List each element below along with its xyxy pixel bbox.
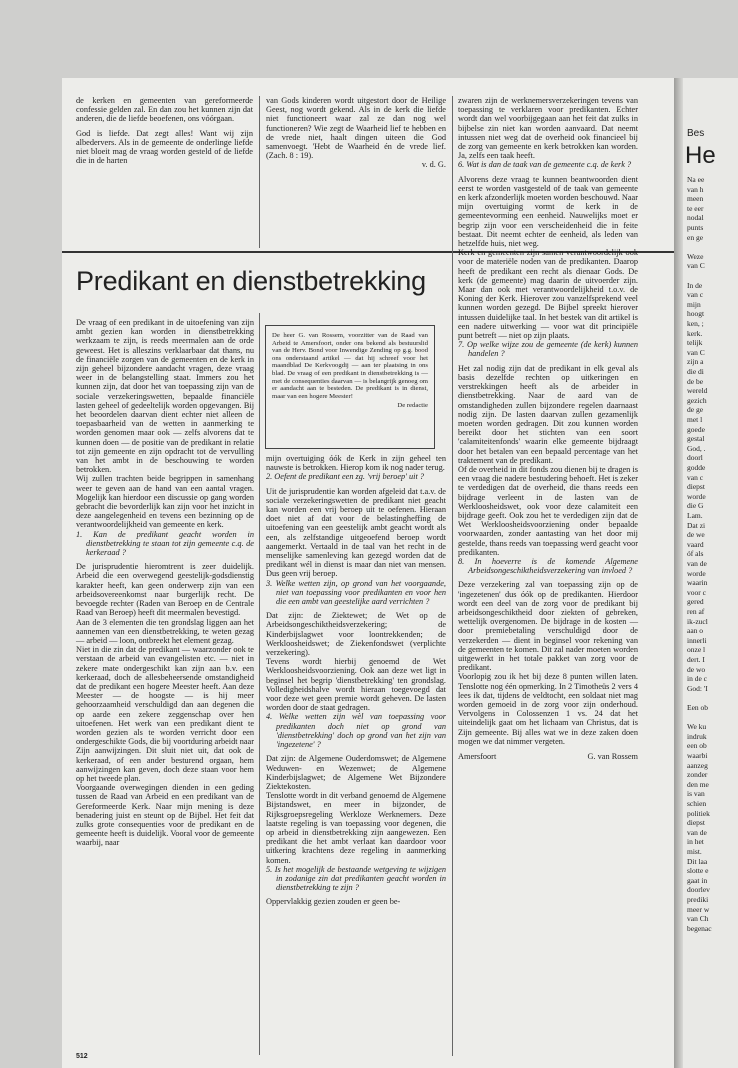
paragraph: De vraag of een predikant in de uitoefening van zijn ambt gezien kan worden in dienstbetrekking werkzaam te zijn, is reeds meermalen aan de orde geweest. Het is alleszins verklaarbaar dat thans, nu de financiële zorgen van de gemeenten en de kerk in zijn geheel bijzondere aandacht vragen, deze vraag weer in de belangstelling staat. Immers zou het kunnen zijn, dat door het van toepassing zijn van de sociale verzekeringswetten, bepaalde financiële lasten geheel of gedeeltelijk worden opgevangen. Bij het beoordelen daarvan dient echter niet alleen de toepasbaarheid van de wetten in aanmerking te worden genomen maar ook — zelfs alvorens dat te kunnen doen — de positie van de predikant in relatie tot zijn gemeente en zijn opdracht tot de vervulling van het ambt in de beschouwing te worden betrokken. <box>76 318 254 475</box>
paragraph: mijn overtuiging óók de Kerk in zijn geheel ten nauwste is betrokken. Hierop kom ik nog nader terug. <box>266 454 446 473</box>
paragraph: Voorgaande overwegingen dienden in een geding tussen de Raad van Arbeid en een predikant van de Gereformeerde Kerk. Naar mijn mening is deze benadering juist en steunt op de Bijbel. Het feit dat zulks grote consequenties voor de predikant en de gemeente heeft is duidelijk. Vooral voor de gemeente waarbij, naar <box>76 783 254 848</box>
next-page-line: meen <box>687 194 704 204</box>
next-page-line: onze l <box>687 645 706 655</box>
next-page-line: met l <box>687 415 703 424</box>
next-page-line: Een ob <box>687 703 709 712</box>
next-page-line: prediki <box>687 895 709 904</box>
next-page-line: zonder <box>687 770 708 780</box>
question-7: 7. Op welke wijze zou de gemeente (de kerk) kunnen handelen ? <box>458 340 638 359</box>
article-page <box>62 78 674 1068</box>
next-page-line: mist. <box>687 847 702 856</box>
next-page-heading-large: He <box>685 142 716 169</box>
next-page-line: telijk <box>687 338 703 348</box>
paragraph: zwaren zijn de werknemersverzekeringen tevens van toepassing te verklaren voor predikanten. Echter wordt dan wel voorbijgegaan aan het feit dat zulks in bijbelse zin niet kan worden aanvaard. Dat neemt intussen niet weg dat de overheid ook financieel bij de zorg van gemeente en kerk betrokken kan worden. Ja, zelfs een taak heeft. <box>458 96 638 161</box>
next-page-line: godde <box>687 463 706 472</box>
next-page-line: waarin <box>687 578 708 588</box>
next-page-line: In de <box>687 280 703 290</box>
prev-paragraph: God is liefde. Dat zegt alles! Want wij zijn albedervers. Als in de gemeente de onderlinge liefde niet bloeit mag de vraag worden gesteld of de liefde die in de harten <box>76 128 253 166</box>
question-3: 3. Welke wetten zijn, op grond van het voorgaande, niet van toepassing voor predikanten en voor hen die een ambt van geestelijke aard verrichten ? <box>266 578 446 607</box>
next-page-line: worde <box>687 568 706 578</box>
next-page-line: diepst <box>687 482 705 492</box>
next-page-line: óf als <box>687 549 704 559</box>
next-page-line: Na ee <box>687 175 705 184</box>
paragraph: Voorlopig zou ik het bij deze 8 punten willen laten. Tenslotte nog één opmerking. In 2 Timotheüs 2 vers 4 lees ik dat, tijdens de veldtocht, een soldaat niet mag worden gemoeid in de zorg voor zijn onderhoud. Vervolgens in Colossenzen 1 vs. 24 dat het uiteindelijk gaat om het lichaam van Christus, dat is Zijn gemeente. Bij alles wat we in deze zaken doen mogen we dat nimmer vergeten. <box>458 672 638 746</box>
next-page-line: nodal <box>687 213 704 223</box>
paragraph: De jurisprudentie hieromtrent is zeer duidelijk. Arbeid die een overwegend geestelijk-godsdienstig karakter heeft, kan geen onderwerp zijn van een arbeidsovereenkomst naar burgerlijk recht. De bevoegde rechter (Raden van Beroep en de Centrale Raad van Beroep) heeft dit meermalen bevestigd. <box>76 562 254 618</box>
next-page-line: van c <box>687 472 704 482</box>
next-page-line: van c <box>687 290 704 300</box>
question-1: 1. Kan de predikant geacht worden in dienstbetrekking te staan tot zijn gemeente c.q. de kerkeraad ? <box>76 529 254 558</box>
next-page-line: begenac <box>687 923 712 933</box>
next-page-line: een ob <box>687 741 707 751</box>
column-divider <box>259 313 260 1055</box>
next-page-line: de be <box>687 376 704 386</box>
next-page-line: gered <box>687 597 704 607</box>
next-page-heading-small: Bes <box>687 128 705 139</box>
paragraph: Dat zijn: de Algemene Ouderdomswet; de Algemene Weduwen- en Wezenwet; de Algemene Kinderbijslagwet; de Algemene Wet Bijzondere Ziektekosten. <box>266 754 446 791</box>
question-6: 6. Wat is dan de taak van de gemeente c.q. de kerk ? <box>458 160 632 170</box>
paragraph: Oppervlakkig gezien zouden er geen be- <box>266 897 401 907</box>
next-page-line: van Ch <box>687 914 709 924</box>
next-page-line: worde <box>687 491 706 501</box>
author-signature <box>458 752 638 761</box>
next-page-line: doorl <box>687 453 703 463</box>
editor-note-box <box>265 325 435 449</box>
next-page-line: in het <box>687 837 704 847</box>
next-page-line: zijn a <box>687 357 704 367</box>
column-divider <box>452 96 453 1056</box>
author-place: Amersfoort <box>458 752 497 762</box>
article-column-2 <box>266 454 446 907</box>
next-page-line: gaat in <box>687 875 708 885</box>
paragraph: Of de overheid in dit fonds zou dienen bij te dragen is een vraag die nadere bestudering behoeft. Het is zeker te verdedigen dat de overheid, die thans reeds een bijdrage verleent in de lasten van de Werkloosheidswet, ook voor deze calamiteit een bijdrage geeft. Ook zou het te verdedigen zijn dat de Wet Werkloosheidsvoorziening onder bepaalde voorwaarden, zonder aantasting van het door mij gestelde, thans reeds van toepassing werd geacht voor predikanten. <box>458 464 638 557</box>
prev-article-column-1 <box>76 96 253 170</box>
next-page-line: punts <box>687 223 704 232</box>
question-4: 4. Welke wetten zijn wèl van toepassing voor predikanten doch niet op grond van 'dienstbetrekking' doch op grond van het zijn van 'ingezetene' ? <box>266 712 446 750</box>
next-page-line: ik-zucl <box>687 616 708 626</box>
paragraph: Deze verzekering zal van toepassing zijn op de 'ingezetenen' dus óók op de predikanten. Hierdoor wordt een deel van de zorg voor de predikant bij arbeidsongeschiktheid door ziekten of gebreken, wettelijk overgenomen. De bijdrage in de kosten — door premiebetaling verschuldigd door de verzekerden — dient in beginsel voor rekening van de gemeenten te komen. Dit zal nader moeten worden uitgewerkt in het totale pakket van zorg voor de predikant. <box>458 580 638 673</box>
article-column-3 <box>458 96 638 761</box>
next-page-line: te eer <box>687 203 704 213</box>
next-page-line: is van <box>687 789 705 799</box>
next-page-line: voor c <box>687 587 706 597</box>
next-page-line: politiek <box>687 808 710 818</box>
paragraph: Uit de jurisprudentie kan worden afgeleid dat t.a.v. de sociale verzekeringswetten de predikant niet geacht kan worden een vrij beroep uit te oefenen. Hieraan doet niet af dat voor de belastingheffing de uitoefening van een geestelijk ambt geacht wordt als een, als zelfstandige uitgeoefend beroep wordt aangemerkt. Vertaald in de taal van het recht in de menselijke samenleving kan gezegd worden dat de predikant wél in dienst is maar dan niet van mensen. Dus geen vrij beroep. <box>266 486 446 579</box>
next-page-line: hoogt <box>687 309 705 319</box>
paragraph: Aan de 3 elementen die ten grondslag liggen aan het aannemen van een dienstbetrekking, te weten gezag — arbeid — loon, ontbreekt het element gezag. <box>76 617 254 645</box>
next-page-line: waarbi <box>687 751 708 760</box>
next-page-line: mijn <box>687 299 701 309</box>
prev-paragraph: van Gods kinderen wordt uitgestort door de Heilige Geest, nog wordt gekend. Als in de kerk die liefde niet functioneert waar zal ze dan nog wel functioneren? Wie zegt de Waarheid lief te hebben en de vrede niet, haalt dingen uiteen die God samenvoegt. 'Hebt de Waarheid én de vrede lief. (Zach. 8 : 19). <box>266 96 446 161</box>
paragraph: Wij zullen trachten beide begrippen in samenhang weer te geven aan de hand van een aantal vragen. Mogelijk kan hierdoor een discussie op gang worden gebracht die bevorderlijk kan zijn voor het inzicht in deze aangelegenheid en tevens een bezinning op de verantwoordelijkheid van gemeente en kerk. <box>76 474 254 530</box>
next-page-line: meer w <box>687 904 710 914</box>
next-page-line: vaard <box>687 539 704 549</box>
next-page-line: innerli <box>687 635 707 645</box>
paragraph: Alvorens deze vraag te kunnen beantwoorden dient eerst te worden vastgesteld of de taak van gemeente en kerk afzonderlijk moeten worden beschouwd. Naar mijn overtuiging vormt de kerk in de gemeentevorming een eenheid. Nauwelijks moet er begrip zijn voor een verscheidenheid die in feite bestaat. Dit neemt echter de eenheid, als leden van hetzelfde huis, niet weg. <box>458 174 638 249</box>
next-page-line: die di <box>687 367 704 376</box>
paragraph: Tevens wordt hierbij genoemd de Wet Werkloosheidsvoorziening. Ook aan deze wet ligt in beginsel het begrip 'dienstbetrekking' ten grondslag. Volledigheidshalve wordt hieraan toegevoegd dat voor deze wet geen premie wordt geheven. De lasten worden door de staat gedragen. <box>266 657 446 713</box>
next-page-line: van h <box>687 184 704 194</box>
next-page-line: dert. I <box>687 655 705 664</box>
question-8: 8. In hoeverre is de komende Algemene Arbeidsongeschiktheidsverzekering van invloed ? <box>458 556 638 576</box>
next-page-line: Weze <box>687 251 704 261</box>
next-page-line: ren af <box>687 607 705 616</box>
next-page-line: slotte e <box>687 866 709 876</box>
next-page-line: de wo <box>687 664 706 674</box>
paragraph: Dat zijn: de Ziektewet; de Wet op de Arbeidsongeschiktheidsverzekering; de Kinderbijslagwet voor loontrekkenden; de Werkloosheidswet; de Ziekenfondswet (verplichte verzekering). <box>266 611 446 658</box>
prev-paragraph: de kerken en gemeenten van gereformeerde confessie gelden zal. En dan zou het kunnen zijn dat anderen, die de liefde beoefenen, ons vóórgaan. <box>76 96 253 124</box>
next-page-line: We ku <box>687 722 707 732</box>
editor-credit: De redactie <box>397 402 428 410</box>
next-page-line: Dat zi <box>687 520 706 530</box>
next-page-line: de we <box>687 530 705 540</box>
paragraph: Kerk en gemeenten zijn samen verantwoordelijk ook voor de materiële noden van de predikanten. Daarop heeft de predikant een recht als dienaar Gods. De kerk (de gemeente) mag daarin de uitvoerder zijn. Maar dan ook met verantwoordelijkheid t.o.v. de Koning der Kerk. Hierover zou vanzelfsprekend veel kunnen worden gezegd. De Bijbel spreekt hierover intussen duidelijke taal. In het bestek van dit artikel is een nadere uitwerking — voor wat dit principiële punt betreft — niet op zijn plaats. <box>458 248 638 341</box>
next-page-line: aan o <box>687 626 704 636</box>
next-page-line: doorlev <box>687 885 710 895</box>
question-5: 5. Is het mogelijk de bestaande wetgeving te wijzigen in zodanige zin dat predikanten geacht worden in dienstbetrekking te zijn ? <box>266 864 446 893</box>
next-page-line: goede <box>687 424 705 434</box>
article-column-1 <box>76 318 254 848</box>
next-page-line: van de <box>687 827 707 837</box>
next-page-line: van C <box>687 347 705 357</box>
prev-signature: v. d. G. <box>421 160 446 170</box>
next-page-line: van C <box>687 261 705 271</box>
binding-gutter <box>674 78 683 1068</box>
next-page-line: schien <box>687 799 707 808</box>
next-page-line: kerk. <box>687 328 703 338</box>
next-page-line: en ge <box>687 232 704 242</box>
prev-article-column-2 <box>266 96 446 170</box>
paragraph: Het zal nodig zijn dat de predikant in elk geval als basis dezelfde rechten op uitkeringen en verstrekkingen heeft als de arbeider in dienstbetrekking. Naar de aard van de omstandigheden zullen bijzondere regelen daarnaast nodig zijn. De lasten daarvan zullen gezamenlijk moeten worden gedragen. Dit zou kunnen worden bereikt door het stichten van een soort 'calamiteitenfonds' waarin elke gemeente bijdraagt door het betalen van een bepaald percentage van het traktement van de predikant. <box>458 363 638 465</box>
next-page-line: Dit laa <box>687 856 708 866</box>
column-divider <box>259 96 260 248</box>
next-page-line: God, . <box>687 443 706 453</box>
next-page-line: wereld <box>687 386 708 396</box>
next-page-line: gezich <box>687 395 707 405</box>
next-page-line: ken, ; <box>687 319 704 328</box>
next-page-line: de ge <box>687 405 704 415</box>
next-page-line: diepst <box>687 818 705 828</box>
question-2: 2. Oefent de predikant een zg. 'vrij beroep' uit ? <box>266 472 425 482</box>
next-page-line: den me <box>687 779 709 789</box>
next-page-line: in de c <box>687 674 707 684</box>
article-title: Predikant en dienstbetrekking <box>76 266 426 296</box>
page-number: 512 <box>76 1053 88 1060</box>
editor-note-text: De heer G. van Rossem, voorzitter van de Raad van Arbeid te Amersfoort, onder ons bekend als bestuurslid van de Herv. Bond voor Inwendige Zending op g.g. bood ons onderstaand artikel — dat hij schreef voor het maandblad De Kerkvoogdij — aan ter plaatsing in ons blad. De vraag of een predikant in dienstbetrekking is — met de consequenties daarvan — is belangrijk genoeg om er aandacht aan te besteden. De predikant is in dienst, maar van een hogere Meester! <box>272 332 428 400</box>
next-page-line: aanzeg <box>687 760 708 770</box>
author-name: G. van Rossem <box>587 752 638 762</box>
next-page-line: Lam. <box>687 511 703 520</box>
paragraph: Tenslotte wordt in dit verband genoemd de Algemene Bijstandswet, en meer in bijzonder, de Rijksgroepsregeling Werkloze Werknemers. Deze laatste regeling is van toepassing voor degenen, die op arbeid in dienstbetrekking zijn aangewezen. Een predikant die het ambt verlaat kan daardoor voor uitkering krachtens deze regeling in aanmerking komen. <box>266 791 446 865</box>
next-page-line: God: 'I <box>687 683 708 693</box>
next-page-line: gestal <box>687 434 705 444</box>
next-page-line: indruk <box>687 731 707 741</box>
paragraph: Niet in die zin dat de predikant — waarzonder ook te verstaan de arbeid van evangelisten etc. — niet in zekere mate ondergeschikt kan zijn aan b.v. een kerkeraad, doch de allesbeheersende omstandigheid dat de predikant een hogere Meester heeft. Aan deze Meester — de hoogste — is hij meer gehoorzaamheid verschuldigd dan aan degenen die op aarde een zekere zeggenschap over hen uitoefenen. Het werk van een predikant dient te worden gezien als te worden verricht door een ondergeschikte Gods, die bij voortduring arbeidt naar Zijn aanwijzingen. Dit sluit niet uit, dat ook de kerkeraad, of een ander besturend orgaan, hem aanwijzingen kan geven, doch deze staan voor hem op het tweede plan. <box>76 645 254 783</box>
next-page-line: die G <box>687 501 704 511</box>
next-page-line: van de <box>687 559 707 568</box>
next-page <box>683 78 738 1068</box>
